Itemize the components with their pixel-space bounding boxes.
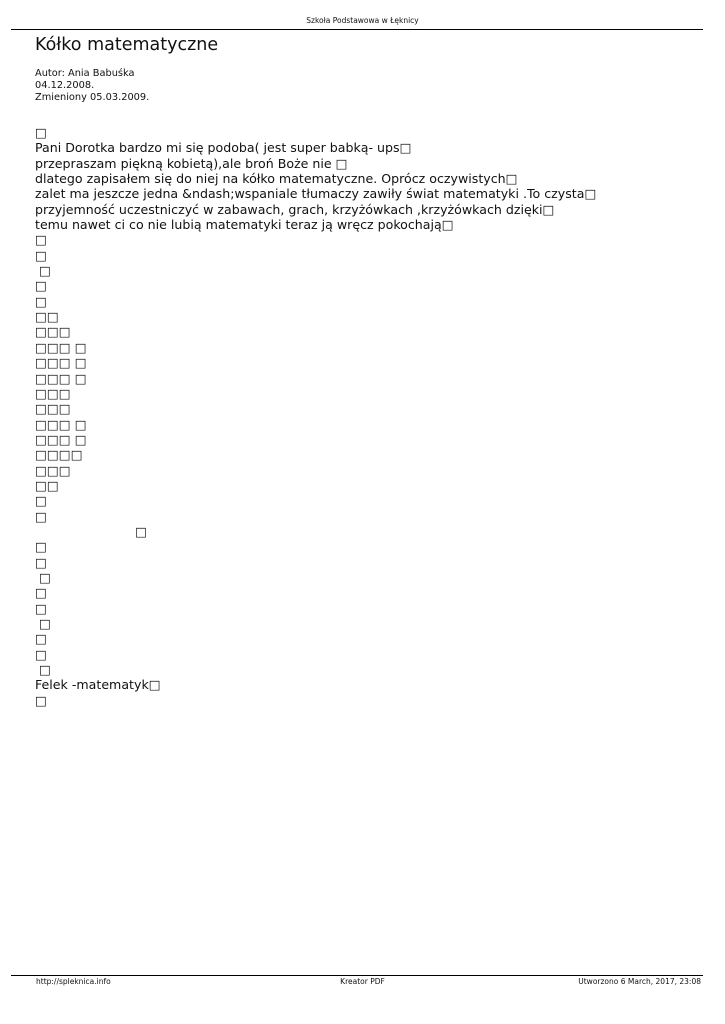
body-line: przepraszam piękną kobietą),ale broń Boże nie □ [35,155,348,171]
body-line: □□□□ [35,447,83,463]
article-title: Kółko matematyczne [35,35,219,55]
created-date: 04.12.2008. [35,80,95,91]
body-line: dlatego zapisałem się do niej na kółko matematyczne. Oprócz oczywistych□ [35,171,518,187]
body-line: □□□ □ [35,339,87,355]
header-rule [11,29,703,30]
body-line: □ [35,539,47,555]
body-line: □□□ [35,462,71,478]
article-meta [35,68,149,104]
body-line: □ [35,646,47,662]
body-line: □□□ □ [35,370,87,386]
body-line: zalet ma jeszcze jedna &ndash;wspaniale tłumaczy zawiły świat matematyki .To czysta□ [35,186,597,202]
body-line: □ [35,293,47,309]
body-line: □□□ □ [35,355,87,371]
modified-date: Zmieniony 05.03.2009. [35,92,150,103]
body-line: □□□ [35,401,71,417]
body-line: □ [35,554,47,570]
body-line: □ [35,508,47,524]
author-line: Autor: Ania Babuśka [35,68,135,79]
body-line: □ [35,631,47,647]
footer-url[interactable]: http://spleknica.info [36,977,111,986]
body-line: □ [35,125,47,140]
body-line: □ [35,616,51,631]
body-line: □ [35,569,51,585]
body-line: □ [35,662,51,678]
body-line: temu nawet ci co nie lubią matematyki teraz ją wręcz pokochają□ [35,217,454,233]
body-line: □ [35,247,47,263]
body-line: □□□ □ [35,416,87,432]
body-line: □ [35,585,47,601]
body-line: □□ [35,309,59,325]
body-line: □ [35,232,47,248]
body-line: □□□ [35,324,71,340]
body-line: Felek -matematyk□ [35,677,161,693]
footer-generator: Kreator PDF [340,977,385,986]
body-line: □ [35,600,47,616]
body-line: □ [35,263,51,279]
body-line: □ [35,523,147,539]
body-line: Pani Dorotka bardzo mi się podoba( jest super babką- ups□ [35,140,412,156]
body-line: przyjemność uczestniczyć w zabawach, grach, krzyżówkach ,krzyżówkach dzięki□ [35,201,555,217]
body-line: □ [35,692,47,708]
body-line: □□□ □ [35,431,87,447]
body-line: □□ [35,477,59,493]
footer-created-at: Utworzono 6 March, 2017, 23:08 [578,977,701,986]
body-line: □ [35,278,47,294]
article-body [35,125,596,708]
body-line: □□□ [35,385,71,401]
footer-rule [11,975,703,976]
page-header: Szkoła Podstawowa w Łęknicy [306,16,419,25]
body-line: □ [35,493,47,509]
